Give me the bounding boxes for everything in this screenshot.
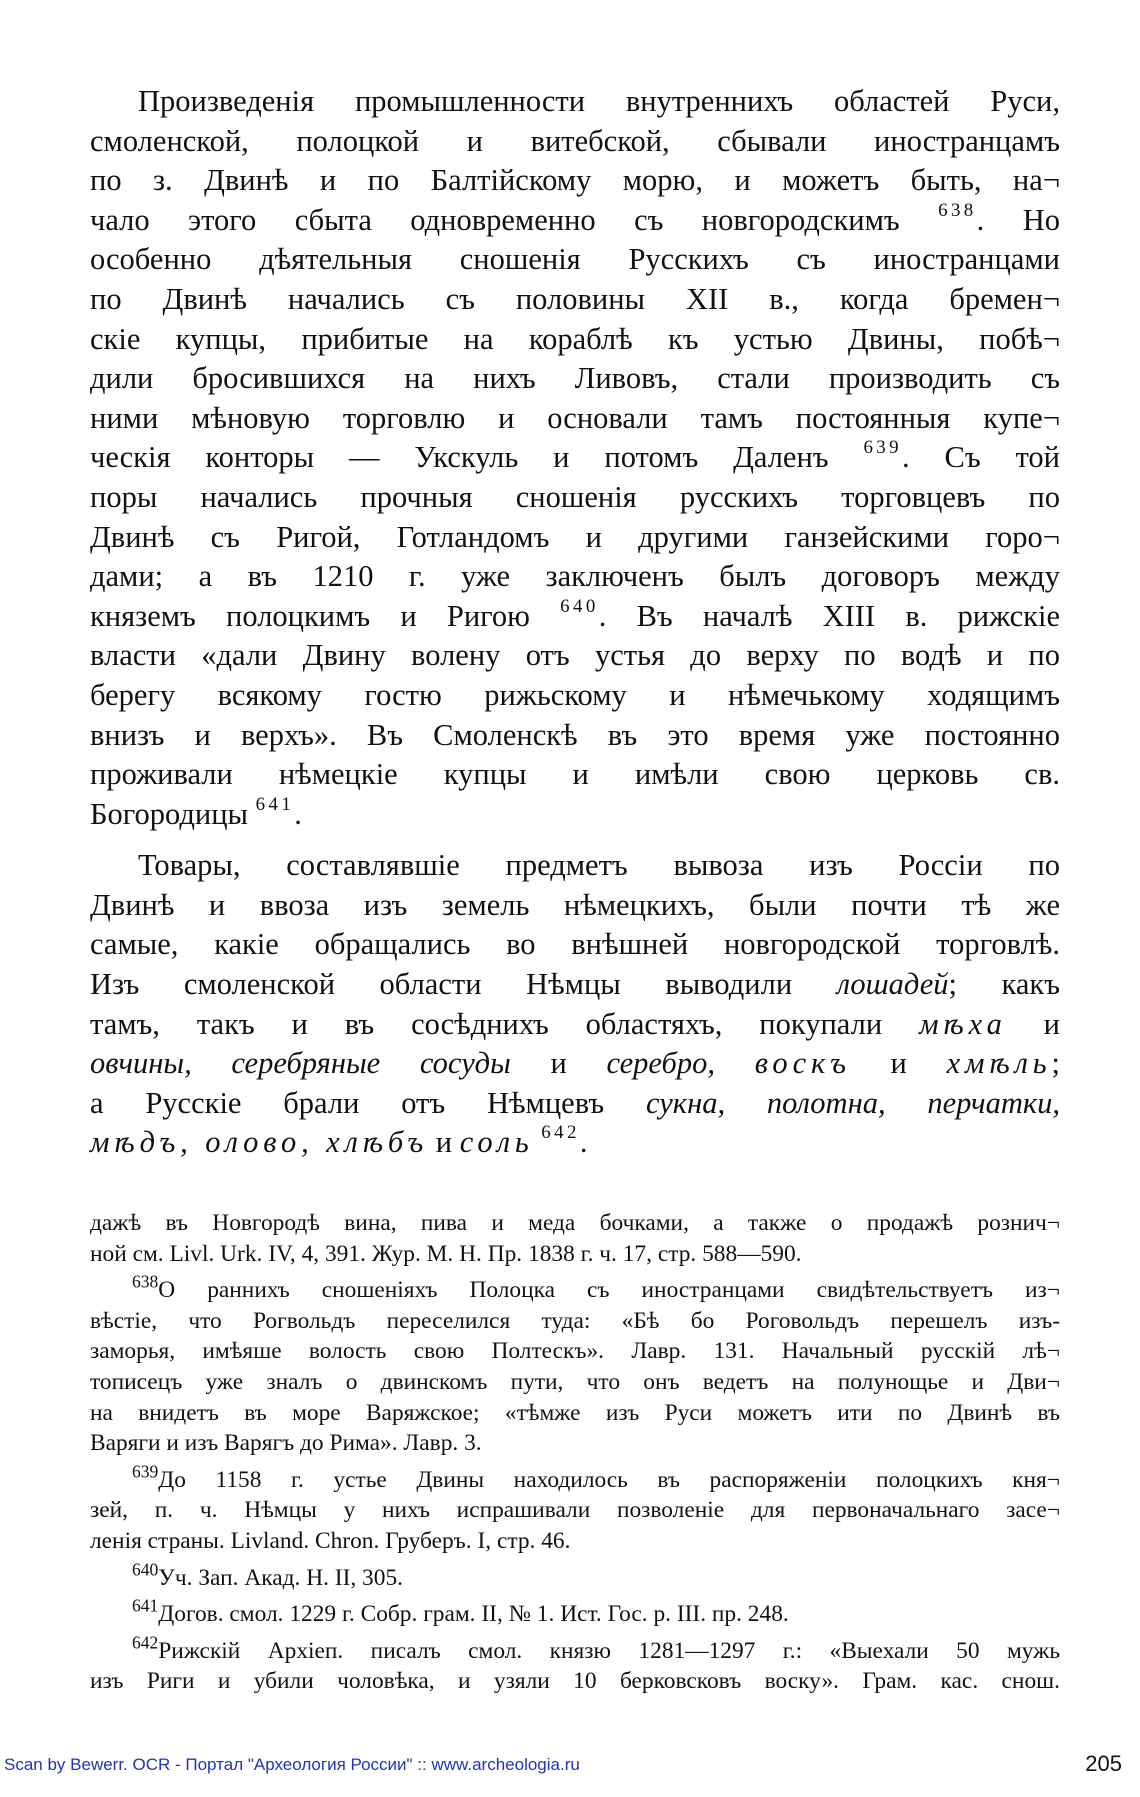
footnote-ref-642[interactable]: 642 xyxy=(541,1122,580,1144)
text-segment: и xyxy=(1006,1006,1060,1041)
footnote-line: ной см. Livl. Urk. IV, 4, 391. Жур. М. Н. Пр. 1838 г. ч. 17, стр. 588—590. xyxy=(90,1240,802,1267)
italic-term: лошадей xyxy=(836,967,949,1002)
footnotes xyxy=(90,1208,1060,1697)
footnote-ref-639[interactable]: 639 xyxy=(863,437,903,459)
paragraph-1 xyxy=(90,82,1060,834)
text-segment: и xyxy=(850,1046,947,1081)
text-segment: ; какъ xyxy=(948,967,1061,1002)
italic-term: хмѣль xyxy=(946,1046,1052,1081)
text-line: по з. Двинѣ и по Балтійскому морю, и можетъ быть, на¬ xyxy=(90,163,1060,198)
text-line: Произведенія промышленности внутреннихъ областей Руси, xyxy=(138,84,1060,118)
text-segment: Догов. смол. 1229 г. Собр. грам. II, № 1. Ист. Гос. р. III. пр. 248. xyxy=(158,1601,789,1628)
text-segment: ческія конторы — Укскуль и потомъ Даленъ xyxy=(90,440,829,475)
footnote-line: изъ Риги и убили чоловѣка, и узяли 10 берковсковъ воску». Грам. кас. снош. xyxy=(90,1668,1060,1695)
text-line: особенно дѣятельныя сношенія Русскихъ съ иностранцами xyxy=(90,242,1060,277)
text-line xyxy=(90,1005,1060,1045)
text-line: Двинѣ и ввоза изъ земель нѣмецкихъ, были почти тѣ же xyxy=(90,887,1060,922)
page-number: 205 xyxy=(1085,1751,1122,1776)
italic-term: серебряные сосуды xyxy=(231,1046,511,1081)
text-segment: княземъ полоцкимъ и Ригою xyxy=(90,598,530,633)
text-line xyxy=(90,1044,1060,1084)
footnote-line: зей, п. ч. Нѣмцы у нихъ испрашивали позволеніе для первоначальнаго засе¬ xyxy=(90,1497,1060,1524)
text-segment: . Въ началѣ XIII в. рижскіе xyxy=(598,598,1060,633)
text-segment: До 1158 г. устье Двины находилось въ распоряженіи полоцкихъ кня¬ xyxy=(158,1466,1060,1493)
text-line: проживали нѣмецкіе купцы и имѣли свою церковь св. xyxy=(90,757,1060,792)
text-line: Двинѣ съ Ригой, Готландомъ и другими ганзейскими горо¬ xyxy=(90,519,1060,554)
text-line: власти «дали Двину волену отъ устья до верху по водѣ и по xyxy=(90,638,1060,673)
footnote-ref-641[interactable]: 641 xyxy=(255,793,295,815)
text-line: Товары, составлявшіе предметъ вывоза изъ Россіи по xyxy=(138,848,1060,883)
footnote-line: заморья, имѣяше волость свою Полтескъ». Лавр. 131. Начальный русскій лѣ¬ xyxy=(90,1338,1060,1365)
text-line: скіе купцы, прибитые на кораблѣ къ устью Двины, побѣ¬ xyxy=(90,321,1060,356)
footnote-line xyxy=(90,1632,1060,1667)
footnote-line xyxy=(90,1461,1060,1496)
text-line: ними мѣновую торговлю и основали тамъ постоянныя купе¬ xyxy=(90,400,1060,435)
italic-term: серебро, xyxy=(606,1046,716,1081)
text-segment: и xyxy=(428,1125,460,1160)
footnote-ref-638[interactable]: 638 xyxy=(938,199,977,221)
scan-credit-link[interactable]: Scan by Bewerr. OCR - Портал "Археология России" :: www.archeologia.ru xyxy=(4,1755,580,1774)
text-segment: О раннихъ сношеніяхъ Полоцка съ иностранцами свидѣтельствуетъ из¬ xyxy=(158,1277,1060,1304)
italic-term: мѣха xyxy=(919,1006,1007,1041)
text-line: самые, какіе обращались во внѣшней новгородской торговлѣ. xyxy=(90,927,1060,962)
text-segment: тамъ, такъ и въ сосѣднихъ областяхъ, покупали xyxy=(90,1006,883,1041)
italic-term: сукна, полотна, перчатки, xyxy=(645,1085,1060,1120)
text-line xyxy=(90,795,1060,835)
text-segment: и xyxy=(510,1046,607,1081)
footnote-line xyxy=(90,1271,1060,1306)
footnote-line: Варяги и изъ Варягъ до Рима». Лавр. 3. xyxy=(90,1430,482,1457)
footnote-line: ленія страны. Livland. Chron. Груберъ. I, стр. 46. xyxy=(90,1527,571,1554)
italic-term: воскъ xyxy=(754,1046,851,1081)
footnote-640 xyxy=(90,1558,1060,1594)
text-line xyxy=(90,201,1060,241)
text-line: по Двинѣ начались съ половины XII в., когда бремен¬ xyxy=(90,281,1060,316)
text-segment: чало этого сбыта одновременно съ новгородскимъ xyxy=(90,202,900,237)
italic-term: овчины, xyxy=(90,1046,192,1081)
text-segment: Богородицы xyxy=(90,796,249,831)
text-line: дили бросившихся на нихъ Ливовъ, стали производить съ xyxy=(90,361,1060,396)
text-segment: Уч. Зап. Акад. Н. II, 305. xyxy=(158,1564,403,1591)
footnote-line: дажѣ въ Новгородѣ вина, пива и меда бочками, а также о продажѣ рознич¬ xyxy=(90,1210,1060,1236)
footnote-line: тописецъ уже зналъ о двинскомъ пути, что онъ ведетъ на полунощье и Дви¬ xyxy=(90,1368,1060,1395)
text-line: внизъ и верхъ». Въ Смоленскѣ въ это время уже постоянно xyxy=(90,717,1060,752)
footnote-number: 639 xyxy=(132,1461,159,1482)
footnote-line: на внидетъ въ море Варяжское; «тѣмже изъ Руси можетъ ити по Двинѣ въ xyxy=(90,1399,1060,1426)
text-line: дами; а въ 1210 г. уже заключенъ былъ договоръ между xyxy=(90,559,1060,594)
italic-term: мѣдъ, олово, хлѣбъ xyxy=(90,1125,429,1160)
footnote-642 xyxy=(90,1632,1060,1697)
footnote-638 xyxy=(90,1271,1060,1459)
text-segment: . xyxy=(579,1125,588,1160)
page-footer xyxy=(0,1751,1140,1785)
footnote-line: вѣстіе, что Рогвольдъ переселился туда: «Бѣ бо Роговольдъ перешелъ изъ- xyxy=(90,1307,1060,1334)
footnote-641 xyxy=(90,1595,1060,1630)
text-segment: Изъ смоленской области Нѣмцы выводили xyxy=(90,967,793,1002)
text-segment: ; xyxy=(1051,1046,1060,1081)
text-line xyxy=(90,597,1060,637)
text-line: берегу всякому гостю рижьскому и нѣмечькому ходящимъ xyxy=(90,677,1060,712)
text-line xyxy=(90,1123,1060,1163)
text-segment: а Русскіе брали отъ Нѣмцевъ xyxy=(90,1085,605,1120)
footnote-line xyxy=(90,1558,1060,1594)
footnote-ref-640[interactable]: 640 xyxy=(560,595,599,617)
main-text xyxy=(90,82,1060,1163)
text-segment: Рижскій Архіеп. писалъ смол. князю 1281—1297 г.: «Выехали 50 мужь xyxy=(158,1637,1060,1664)
text-line xyxy=(90,1084,1060,1124)
text-segment: . xyxy=(294,796,302,831)
footnote-number: 638 xyxy=(132,1271,159,1292)
text-line: поры начались прочныя сношенія русскихъ торговцевъ по xyxy=(90,479,1060,514)
text-line xyxy=(90,438,1060,478)
italic-term: соль xyxy=(459,1125,534,1160)
footnote-number: 640 xyxy=(132,1558,159,1579)
paragraph-2 xyxy=(90,846,1060,1163)
text-segment: . Но xyxy=(976,202,1060,237)
text-line xyxy=(90,965,1060,1005)
footnote-number: 642 xyxy=(132,1632,159,1653)
text-line: смоленской, полоцкой и витебской, сбывали иностранцамъ xyxy=(90,123,1060,158)
text-segment: . Съ той xyxy=(902,440,1061,475)
footnote-639 xyxy=(90,1461,1060,1557)
footnote-number: 641 xyxy=(132,1595,159,1616)
footnote-line xyxy=(90,1595,1060,1630)
